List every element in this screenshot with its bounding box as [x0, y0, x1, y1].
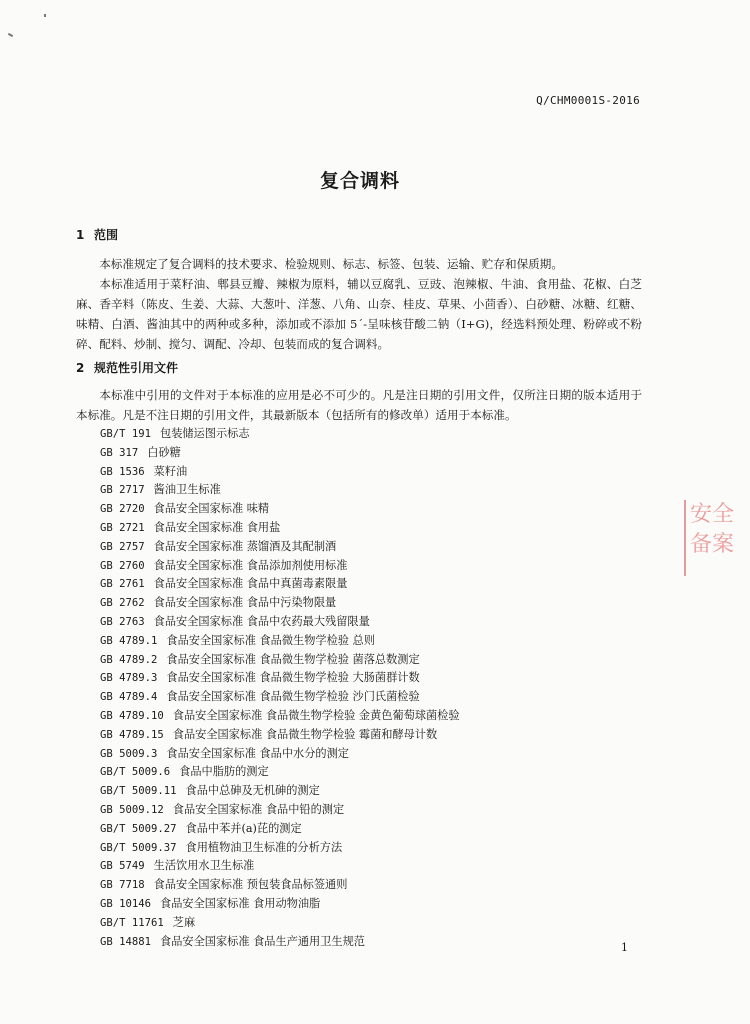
- reference-title: 食品安全国家标准 食品中铅的测定: [172, 802, 345, 816]
- section-heading-scope: [76, 226, 118, 243]
- scope-paragraph-2: 本标准适用于菜籽油、郫县豆瓣、辣椒为原料，辅以豆腐乳、豆豉、泡辣椒、牛油、食用盐、花椒、白芝麻、香辛料（陈皮、生姜、大蒜、大葱叶、洋葱、八角、山奈、桂皮、草果、小茴香）、白砂糖、冰糖、红糖、味精、白酒、酱油其中的两种或多种，添加或不添加 5´-呈味核苷酸二钠（I+G)，经选料预处理、粉碎或不粉碎、配料、炒制、搅匀、调配、冷却、包装而成的复合调料。: [76, 277, 642, 351]
- reference-code: GB 317: [100, 446, 139, 459]
- reference-code: GB 5009.12: [100, 803, 164, 816]
- references-paragraph: 本标准中引用的文件对于本标准的应用是必不可少的。凡是注日期的引用文件，仅所注日期的版本适用于本标准。凡是不注日期的引用文件，其最新版本（包括所有的修改单）适用于本标准。: [76, 388, 642, 422]
- reference-item: [100, 557, 460, 576]
- reference-item: [100, 782, 460, 801]
- reference-title: 食品安全国家标准 食用动物油脂: [160, 896, 321, 910]
- reference-item: [100, 914, 460, 933]
- reference-title: 食品安全国家标准 食品微生物学检验 沙门氏菌检验: [166, 690, 420, 704]
- reference-code: GB 4789.2: [100, 653, 158, 666]
- reference-item: [100, 669, 460, 688]
- reference-title: 食品安全国家标准 食品添加剂使用标准: [153, 558, 348, 572]
- reference-code: GB 4789.4: [100, 691, 158, 704]
- reference-title: 食用植物油卫生标准的分析方法: [185, 840, 343, 854]
- reference-title: 食品安全国家标准 食品微生物学检验 大肠菌群计数: [166, 671, 420, 685]
- section-heading-references: [76, 359, 178, 376]
- page-number: 1: [621, 941, 628, 954]
- reference-item: [100, 444, 460, 463]
- reference-title: 食品安全国家标准 食品微生物学检验 菌落总数测定: [166, 652, 420, 666]
- reference-code: GB/T 191: [100, 428, 152, 440]
- reference-title: 食品安全国家标准 味精: [153, 502, 270, 516]
- section-number: 1: [76, 228, 85, 242]
- scan-mark: [8, 33, 13, 37]
- reference-item: [100, 575, 460, 594]
- reference-item: [100, 463, 460, 482]
- reference-code: GB/T 5009.11: [100, 785, 177, 798]
- reference-item: [100, 745, 460, 764]
- reference-title: 食品安全国家标准 食品中污染物限量: [153, 596, 337, 610]
- reference-item: [100, 933, 460, 952]
- reference-item: [100, 857, 460, 876]
- reference-item: [100, 594, 460, 613]
- reference-code: GB 4789.10: [100, 709, 164, 722]
- scope-paragraph-1: 本标准规定了复合调料的技术要求、检验规则、标志、标签、包装、运输、贮存和保质期。: [99, 257, 563, 271]
- official-stamp: [684, 500, 750, 576]
- stamp-text: 安全: [690, 502, 735, 527]
- reference-title: 食品安全国家标准 食品中水分的测定: [166, 746, 349, 760]
- reference-code: GB 2760: [100, 559, 145, 572]
- reference-code: GB 1536: [100, 465, 145, 478]
- reference-title: 生活饮用水卫生标准: [153, 859, 255, 873]
- reference-code: GB 7718: [100, 879, 145, 892]
- reference-code: GB 10146: [100, 897, 152, 910]
- section-title: 范围: [94, 228, 119, 242]
- reference-code: GB 4789.3: [100, 672, 158, 685]
- reference-item: [100, 688, 460, 707]
- reference-code: GB 2757: [100, 540, 145, 553]
- reference-title: 食品安全国家标准 食品微生物学检验 霉菌和酵母计数: [172, 727, 438, 741]
- reference-title: 食品中总砷及无机砷的测定: [185, 784, 320, 798]
- reference-item: [100, 425, 460, 444]
- reference-title: 食品中脂肪的测定: [179, 765, 269, 779]
- reference-item: [100, 538, 460, 557]
- document-title: 复合调料: [319, 170, 400, 192]
- reference-title: 食品中苯并(a)芘的测定: [185, 821, 302, 835]
- reference-code: GB 4789.1: [100, 634, 158, 647]
- reference-code: GB 14881: [100, 935, 152, 948]
- reference-code: GB 2721: [100, 521, 145, 534]
- reference-code: GB 5749: [100, 860, 145, 873]
- reference-item: [100, 500, 460, 519]
- reference-item: [100, 876, 460, 895]
- reference-title: 食品安全国家标准 食品中真菌毒素限量: [153, 577, 348, 591]
- reference-item: [100, 632, 460, 651]
- reference-item: [100, 839, 460, 858]
- reference-code: GB 2720: [100, 503, 145, 516]
- reference-item: [100, 707, 460, 726]
- standard-code: Q/CHM0001S-2016: [536, 94, 640, 107]
- reference-code: GB 4789.15: [100, 728, 164, 741]
- reference-code: GB 2717: [100, 484, 145, 497]
- reference-code: GB 2761: [100, 578, 145, 591]
- reference-title: 白砂糖: [147, 445, 181, 459]
- reference-code: GB/T 5009.6: [100, 766, 171, 779]
- section-title: 规范性引用文件: [94, 361, 179, 375]
- reference-item: [100, 613, 460, 632]
- section-number: 2: [76, 361, 85, 375]
- reference-title: 食品安全国家标准 蒸馏酒及其配制酒: [153, 539, 337, 553]
- reference-code: GB 5009.3: [100, 747, 158, 760]
- reference-title: 食品安全国家标准 食品生产通用卫生规范: [160, 934, 365, 948]
- reference-item: [100, 763, 460, 782]
- stamp-text: 备案: [690, 532, 735, 557]
- reference-item: [100, 820, 460, 839]
- reference-item: [100, 519, 460, 538]
- reference-item: [100, 726, 460, 745]
- reference-title: 食品安全国家标准 食品微生物学检验 金黄色葡萄球菌检验: [172, 708, 460, 722]
- reference-item: [100, 651, 460, 670]
- reference-title: 酱油卫生标准: [153, 483, 221, 497]
- reference-code: GB/T 5009.27: [100, 822, 177, 835]
- reference-title: 芝麻: [172, 915, 196, 929]
- reference-title: 包装储运图示标志: [160, 427, 250, 440]
- reference-item: [100, 481, 460, 500]
- reference-title: 食品安全国家标准 预包装食品标签通则: [153, 878, 348, 892]
- reference-code: GB/T 5009.37: [100, 841, 177, 854]
- reference-item: [100, 801, 460, 820]
- reference-code: GB 2763: [100, 615, 145, 628]
- reference-title: 食品安全国家标准 食品微生物学检验 总则: [166, 633, 375, 647]
- reference-code: GB/T 11761: [100, 916, 164, 929]
- reference-list: [100, 425, 460, 951]
- reference-title: 食品安全国家标准 食品中农药最大残留限量: [153, 614, 370, 628]
- reference-title: 菜籽油: [153, 464, 188, 478]
- reference-item: [100, 895, 460, 914]
- reference-title: 食品安全国家标准 食用盐: [153, 520, 281, 534]
- reference-code: GB 2762: [100, 597, 145, 610]
- scan-mark: [44, 14, 46, 17]
